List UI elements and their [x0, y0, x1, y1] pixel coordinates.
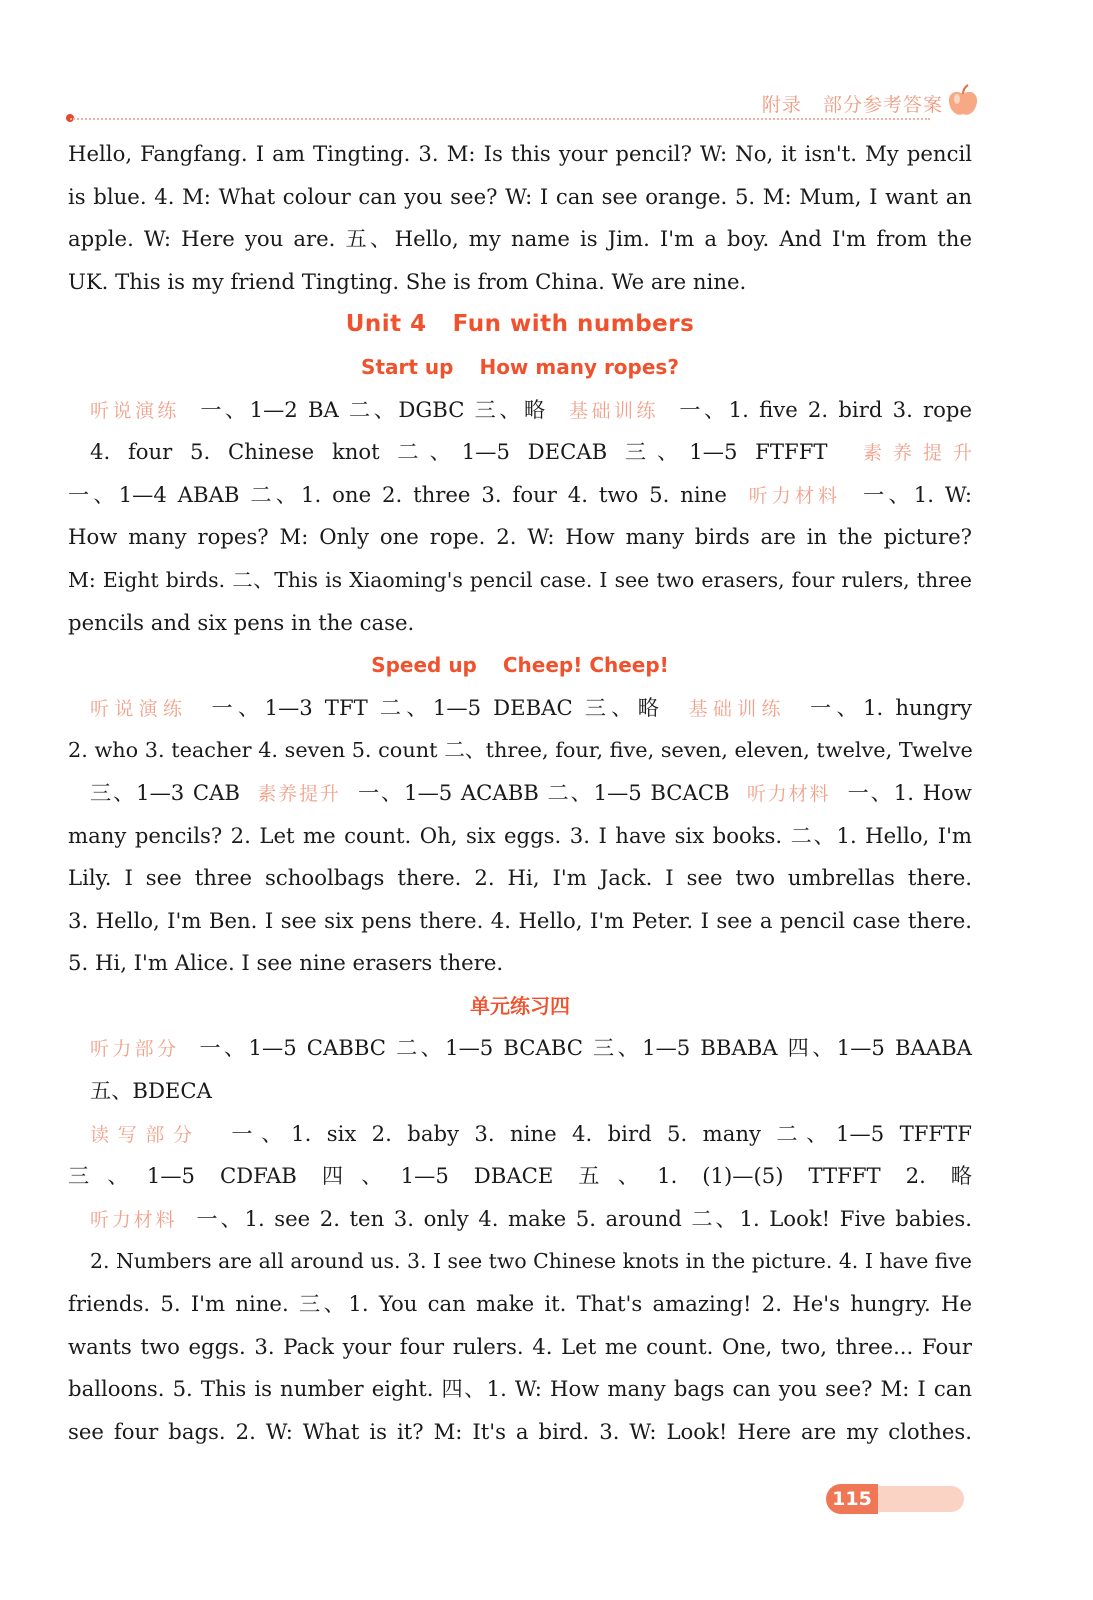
answers: 4. four 5. Chinese knot 二、1—5 DECAB 三、1—5 FTFFT	[90, 439, 828, 465]
text-line	[68, 772, 972, 815]
answer-content	[68, 133, 972, 1453]
page-header	[0, 84, 1093, 124]
text-line: How many ropes? M: Only one rope. 2. W: How many birds are in the picture?	[68, 524, 972, 550]
answers: 一、1. five 2. bird 3. rope	[679, 396, 972, 422]
lesson-heading	[68, 644, 972, 687]
unit-test-heading: 单元练习四	[470, 993, 570, 1018]
section-label: 听力部分	[90, 1038, 180, 1061]
header-section: 部分参考答案	[822, 94, 943, 116]
answers: 三、1—3 CAB	[90, 779, 240, 805]
text-line: 五、BDECA	[90, 1078, 212, 1104]
section-label: 基础训练	[688, 697, 786, 720]
unit-title: Fun with numbers	[452, 311, 695, 338]
text-line	[68, 474, 972, 517]
text-line: wants two eggs. 3. Pack your four rulers. 4. Let me count. One, two, three... Four	[68, 1333, 972, 1359]
text-line: see four bags. 2. W: What is it? M: It's a bird. 3. W: Look! Here are my clothes.	[68, 1418, 972, 1444]
text-line	[68, 389, 972, 432]
text-line: friends. 5. I'm nine. 三、1. You can make it. That's amazing! 2. He's hungry. He	[68, 1291, 972, 1317]
section-label: 听力材料	[748, 484, 842, 507]
section-label: 读写部分	[90, 1123, 201, 1146]
text-line: UK. This is my friend Tingting. She is from China. We are nine.	[68, 268, 747, 294]
page-tab-decoration	[876, 1486, 964, 1512]
section-label: 听说演练	[90, 399, 180, 422]
header-dotted-rule	[70, 118, 930, 120]
section-label: 基础训练	[569, 399, 659, 422]
lesson-heading	[68, 346, 972, 389]
section-label: 听力材料	[90, 1208, 178, 1231]
text-line: pencils and six pens in the case.	[68, 609, 415, 635]
lesson-name: Start up	[361, 354, 454, 379]
unit-number: Unit 4	[345, 311, 427, 338]
answers: 一、1—5 ACABB 二、1—5 BCACB	[357, 779, 730, 805]
answers: 一、1. six 2. baby 3. nine 4. bird 5. many 二、1—5 TFFTF	[231, 1120, 972, 1146]
answers: 一、1. see 2. ten 3. only 4. make 5. around 二、1. Look! Five babies.	[196, 1205, 972, 1231]
section-label: 听力材料	[746, 782, 831, 805]
text-line: is blue. 4. M: What colour can you see? W: I can see orange. 5. M: Mum, I want an	[68, 183, 972, 209]
section-label: 素养提升	[257, 782, 341, 805]
lesson-name: Speed up	[371, 653, 477, 678]
section-label: 听说演练	[90, 697, 188, 720]
text-line: balloons. 5. This is number eight. 四、1. W: How many bags can you see? M: I can	[68, 1376, 972, 1402]
section-label: 素养提升	[863, 442, 972, 465]
text-line: M: Eight birds. 二、This is Xiaoming's pencil case. I see two erasers, four rulers, three	[68, 567, 972, 592]
text-line: Lily. I see three schoolbags there. 2. Hi, I'm Jack. I see two umbrellas there.	[68, 865, 972, 891]
answers: 一、1. hungry	[810, 694, 972, 720]
answers: 一、1—4 ABAB 二、1. one 2. three 3. four 4. two 5. nine	[68, 481, 727, 507]
unit-heading	[68, 303, 972, 346]
apple-icon	[946, 84, 980, 118]
text-line: 2. who 3. teacher 4. seven 5. count 二、three, four, five, seven, eleven, twelve, Twelve	[68, 738, 973, 763]
text-line: 3. Hello, I'm Ben. I see six pens there. 4. Hello, I'm Peter. I see a pencil case there.	[68, 907, 972, 933]
text-line: 5. Hi, I'm Alice. I see nine erasers there.	[68, 950, 504, 976]
text-line: many pencils? 2. Let me count. Oh, six eggs. 3. I have six books. 二、1. Hello, I'm	[68, 822, 972, 848]
text-line	[68, 431, 972, 474]
text-line	[68, 1113, 972, 1156]
lesson-title: Cheep! Cheep!	[502, 653, 669, 678]
text-line	[68, 1027, 972, 1070]
answers: 一、1—3 TFT 二、1—5 DEBAC 三、略	[211, 694, 665, 720]
text-line: Hello, Fangfang. I am Tingting. 3. M: Is this your pencil? W: No, it isn't. My pencil	[68, 141, 972, 166]
header-title	[762, 90, 943, 117]
text-line: apple. W: Here you are. 五、Hello, my name is Jim. I'm a boy. And I'm from the	[68, 226, 972, 252]
answers: 一、1. How	[847, 779, 972, 805]
text-line: 三、1—5 CDFAB 四、1—5 DBACE 五、1. (1)—(5) TTFFT 2. 略	[68, 1163, 972, 1189]
text-line	[68, 687, 972, 730]
text-line: 2. Numbers are all around us. 3. I see two Chinese knots in the picture. 4. I have five	[90, 1249, 972, 1274]
page-number: 115	[826, 1484, 878, 1514]
text-line	[68, 1198, 972, 1241]
answers: 一、1. W:	[863, 481, 972, 507]
page-footer	[826, 1484, 976, 1518]
header-appendix: 附录	[761, 94, 802, 116]
lesson-title: How many ropes?	[479, 354, 679, 379]
answers: 一、1—5 CABBC 二、1—5 BCABC 三、1—5 BBABA 四、1—5 BAABA	[199, 1035, 972, 1061]
answers: 一、1—2 BA 二、DGBC 三、略	[200, 396, 549, 422]
